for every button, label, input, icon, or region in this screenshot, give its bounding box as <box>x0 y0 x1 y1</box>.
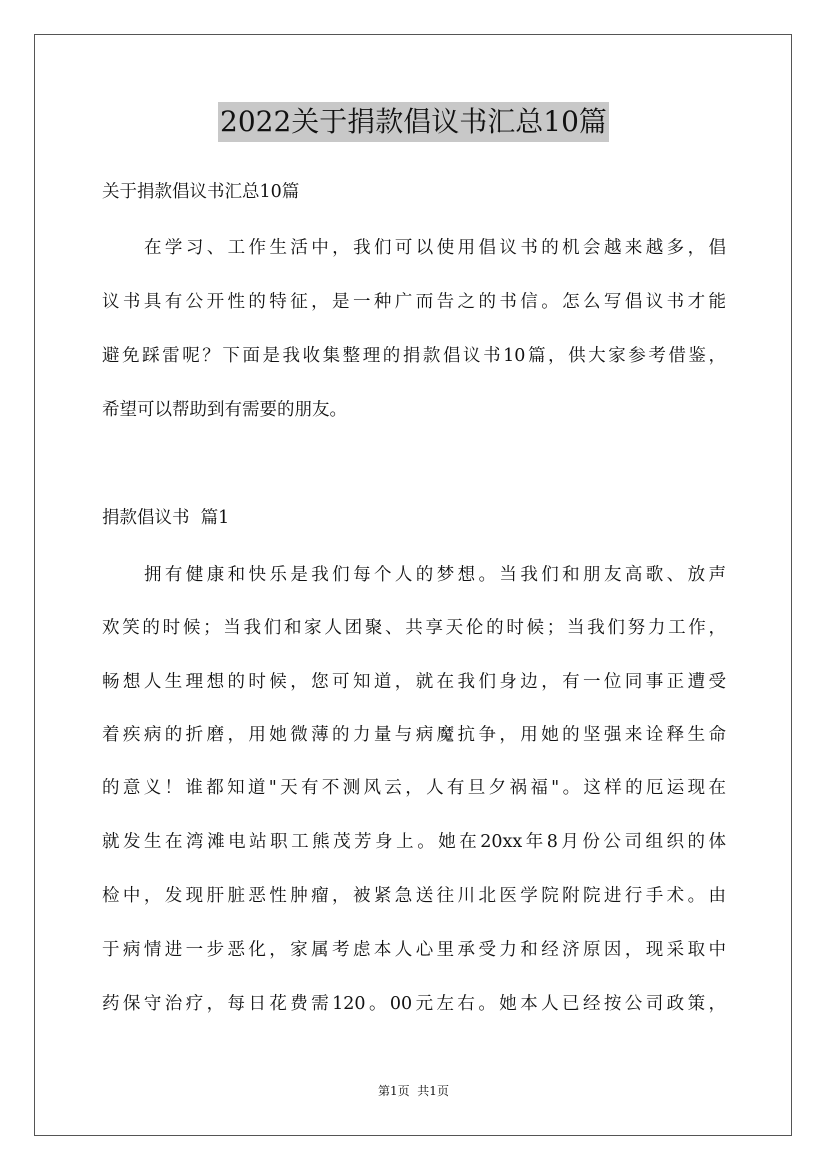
section-heading: 捐款倡议书 篇1 <box>102 508 230 528</box>
body-paragraph-line: 拥有健康和快乐是我们每个人的梦想。当我们和朋友高歌、放声 <box>144 565 726 585</box>
body-paragraph-line: 畅想人生理想的时候，您可知道，就在我们身边，有一位同事正遭受 <box>102 672 726 692</box>
intro-paragraph-line: 议书具有公开性的特征，是一种广而告之的书信。怎么写倡议书才能 <box>102 292 726 312</box>
body-paragraph-line: 着疾病的折磨，用她微薄的力量与病魔抗争，用她的坚强来诠释生命 <box>102 725 726 745</box>
body-paragraph-line: 就发生在湾滩电站职工熊茂芳身上。她在20xx年8月份公司组织的体 <box>102 832 726 852</box>
body-paragraph-line: 检中，发现肝脏恶性肿瘤，被紧急送往川北医学院附院进行手术。由 <box>102 886 726 906</box>
document-subtitle: 关于捐款倡议书汇总10篇 <box>102 182 300 202</box>
intro-paragraph-line: 在学习、工作生活中，我们可以使用倡议书的机会越来越多，倡 <box>144 238 726 258</box>
body-paragraph-line: 的意义！谁都知道"天有不测风云，人有旦夕祸福"。这样的厄运现在 <box>102 778 726 798</box>
page-footer: 第1页 共1页 <box>378 1084 449 1098</box>
intro-paragraph-line: 避免踩雷呢？下面是我收集整理的捐款倡议书10篇，供大家参考借鉴， <box>102 346 726 366</box>
body-paragraph-line: 于病情进一步恶化，家属考虑本人心里承受力和经济原因，现采取中 <box>102 940 726 960</box>
document-title-container <box>0 102 827 142</box>
body-paragraph-line: 药保守治疗，每日花费需120。00元左右。她本人已经按公司政策， <box>102 994 726 1014</box>
intro-paragraph-line: 希望可以帮助到有需要的朋友。 <box>102 400 347 420</box>
document-title: 2022关于捐款倡议书汇总10篇 <box>218 102 609 142</box>
body-paragraph-line: 欢笑的时候；当我们和家人团聚、共享天伦的时候；当我们努力工作， <box>102 618 726 638</box>
